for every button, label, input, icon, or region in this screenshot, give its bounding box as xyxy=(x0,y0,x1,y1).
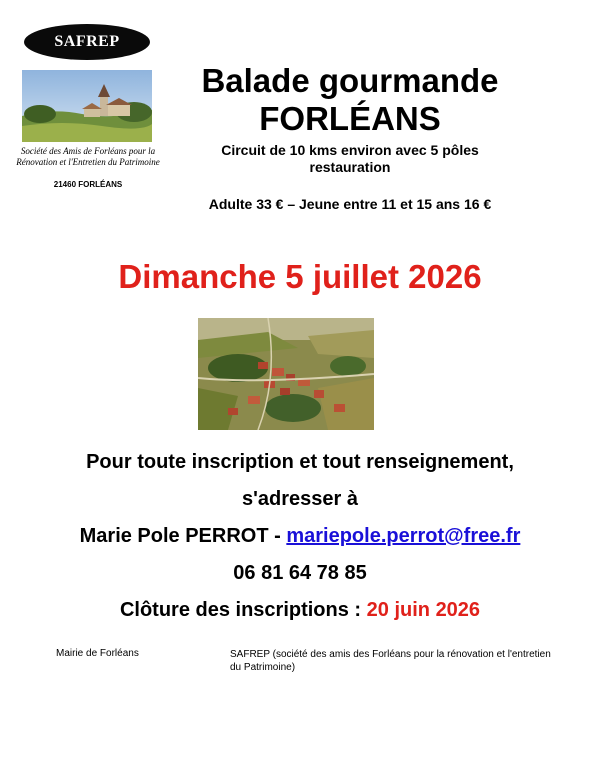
event-location: FORLÉANS xyxy=(259,100,441,137)
contact-name: Marie Pole PERROT - xyxy=(79,525,281,547)
church-photo xyxy=(22,70,152,142)
contact-instruction: s'adresser à xyxy=(242,488,358,510)
registration-deadline xyxy=(0,599,600,622)
footer-mairie: Mairie de Forléans xyxy=(56,648,139,659)
association-caption: Société des Amis de Forléans pour la Rénovation et l'Entretien du Patrimoine xyxy=(16,146,160,167)
contact-line xyxy=(0,525,600,548)
event-subtitle: Circuit de 10 kms environ avec 5 pôles restauration xyxy=(221,142,479,175)
deadline-label: Clôture des inscriptions : xyxy=(119,599,362,621)
deadline-date: 20 juin 2026 xyxy=(366,599,481,621)
contact-email-link[interactable]: mariepole.perrot@free.fr xyxy=(286,525,521,547)
contact-phone: 06 81 64 78 85 xyxy=(233,562,367,584)
inscription-info: Pour toute inscription et tout renseignement, xyxy=(86,451,514,473)
footer-safrep: SAFREP (société des amis des Forléans pour la rénovation et l'entretien du Patrimoine) xyxy=(230,649,551,673)
village-aerial-photo xyxy=(198,318,374,430)
logo-text: SAFREP xyxy=(54,33,120,50)
prices: Adulte 33 € – Jeune entre 11 et 15 ans 16 € xyxy=(208,196,492,212)
event-title: Balade gourmande xyxy=(201,62,499,99)
safrep-logo xyxy=(24,24,150,60)
event-date: Dimanche 5 juillet 2026 xyxy=(118,258,482,295)
association-postal-code: 21460 FORLÉANS xyxy=(53,180,123,189)
